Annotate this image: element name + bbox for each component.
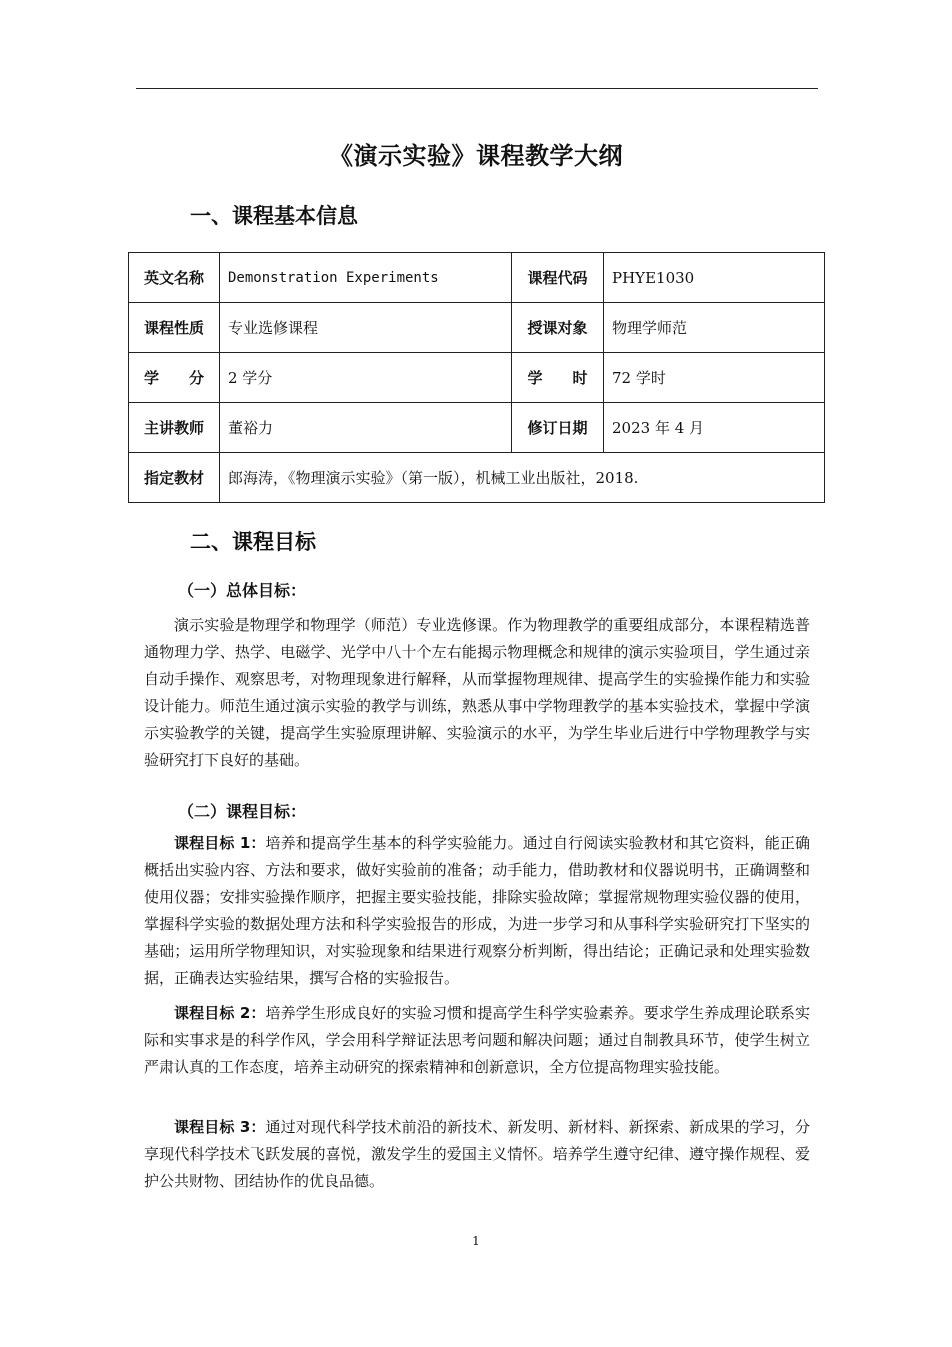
english-name-label: 英文名称 bbox=[129, 253, 220, 303]
english-name-value: Demonstration Experiments bbox=[220, 253, 512, 303]
goal-3-text: 通过对现代科学技术前沿的新技术、新发明、新材料、新探索、新成果的学习，分享现代科学技术飞跃发展的喜悦，激发学生的爱国主义情怀。培养学生遵守纪律、遵守操作规程、爱护公共财物、团结协作的优良品德。 bbox=[144, 1118, 810, 1190]
goal-3-paragraph bbox=[144, 1114, 810, 1195]
goal-1-paragraph bbox=[144, 830, 810, 992]
goal-2-label: 课程目标 2： bbox=[174, 1004, 266, 1022]
instructor-label: 主讲教师 bbox=[129, 403, 220, 453]
goal-3-label: 课程目标 3： bbox=[174, 1118, 266, 1136]
audience-value: 物理学师范 bbox=[604, 303, 825, 353]
page-number: 1 bbox=[472, 1234, 480, 1248]
table-row bbox=[129, 453, 825, 503]
textbook-value: 郎海涛，《物理演示实验》（第一版），机械工业出版社，2018. bbox=[220, 453, 825, 503]
hours-value: 72 学时 bbox=[604, 353, 825, 403]
goal-1-label: 课程目标 1： bbox=[174, 834, 266, 852]
goal-2-paragraph bbox=[144, 1000, 810, 1081]
goal-1-text: 培养和提高学生基本的科学实验能力。通过自行阅读实验教材和其它资料，能正确概括出实验内容、方法和要求，做好实验前的准备；动手能力，借助教材和仪器说明书，正确调整和使用仪器；安排实验操作顺序，把握主要实验技能，排除实验故障；掌握常规物理实验仪器的使用，掌握科学实验的数据处理方法和科学实验报告的形成，为进一步学习和从事科学实验研究打下坚实的基础；运用所学物理知识，对实验现象和结果进行观察分析判断，得出结论；正确记录和处理实验数据，正确表达实验结果，撰写合格的实验报告。 bbox=[144, 834, 810, 987]
course-info-table bbox=[128, 252, 825, 503]
subheading-overall-goal: （一）总体目标： bbox=[178, 581, 307, 600]
course-code-value: PHYE1030 bbox=[604, 253, 825, 303]
hours-label: 学 时 bbox=[512, 353, 604, 403]
credits-label: 学 分 bbox=[129, 353, 220, 403]
table-row bbox=[129, 403, 825, 453]
header-rule bbox=[136, 88, 818, 89]
textbook-label: 指定教材 bbox=[129, 453, 220, 503]
goal-2-text: 培养学生形成良好的实验习惯和提高学生科学实验素养。要求学生养成理论联系实际和实事求是的科学作风，学会用科学辩证法思考问题和解决问题；通过自制教具环节，使学生树立严肃认真的工作态度，培养主动研究的探索精神和创新意识，全方位提高物理实验技能。 bbox=[144, 1004, 810, 1076]
audience-label: 授课对象 bbox=[512, 303, 604, 353]
course-type-value: 专业选修课程 bbox=[220, 303, 512, 353]
section-heading-course-goals: 二、课程目标 bbox=[190, 530, 316, 554]
revision-date-label: 修订日期 bbox=[512, 403, 604, 453]
document-title: 《演示实验》课程教学大纲 bbox=[329, 142, 623, 170]
overall-goal-paragraph: 演示实验是物理学和物理学（师范）专业选修课。作为物理教学的重要组成部分，本课程精选普通物理力学、热学、电磁学、光学中八十个左右能揭示物理概念和规律的演示实验项目，学生通过亲自动手操作、观察思考，对物理现象进行解释，从而掌握物理规律、提高学生的实验操作能力和实验设计能力。师范生通过演示实验的教学与训练，熟悉从事中学物理教学的基本实验技术，掌握中学演示实验教学的关键，提高学生实验原理讲解、实验演示的水平，为学生毕业后进行中学物理教学与实验研究打下良好的基础。 bbox=[144, 616, 810, 769]
section-heading-basic-info: 一、课程基本信息 bbox=[190, 204, 358, 228]
course-type-label: 课程性质 bbox=[129, 303, 220, 353]
subheading-course-goals: （二）课程目标： bbox=[178, 802, 307, 821]
revision-date-value: 2023 年 4 月 bbox=[604, 403, 825, 453]
table-row bbox=[129, 253, 825, 303]
table-row bbox=[129, 303, 825, 353]
credits-value: 2 学分 bbox=[220, 353, 512, 403]
course-code-label: 课程代码 bbox=[512, 253, 604, 303]
instructor-value: 董裕力 bbox=[220, 403, 512, 453]
table-row bbox=[129, 353, 825, 403]
